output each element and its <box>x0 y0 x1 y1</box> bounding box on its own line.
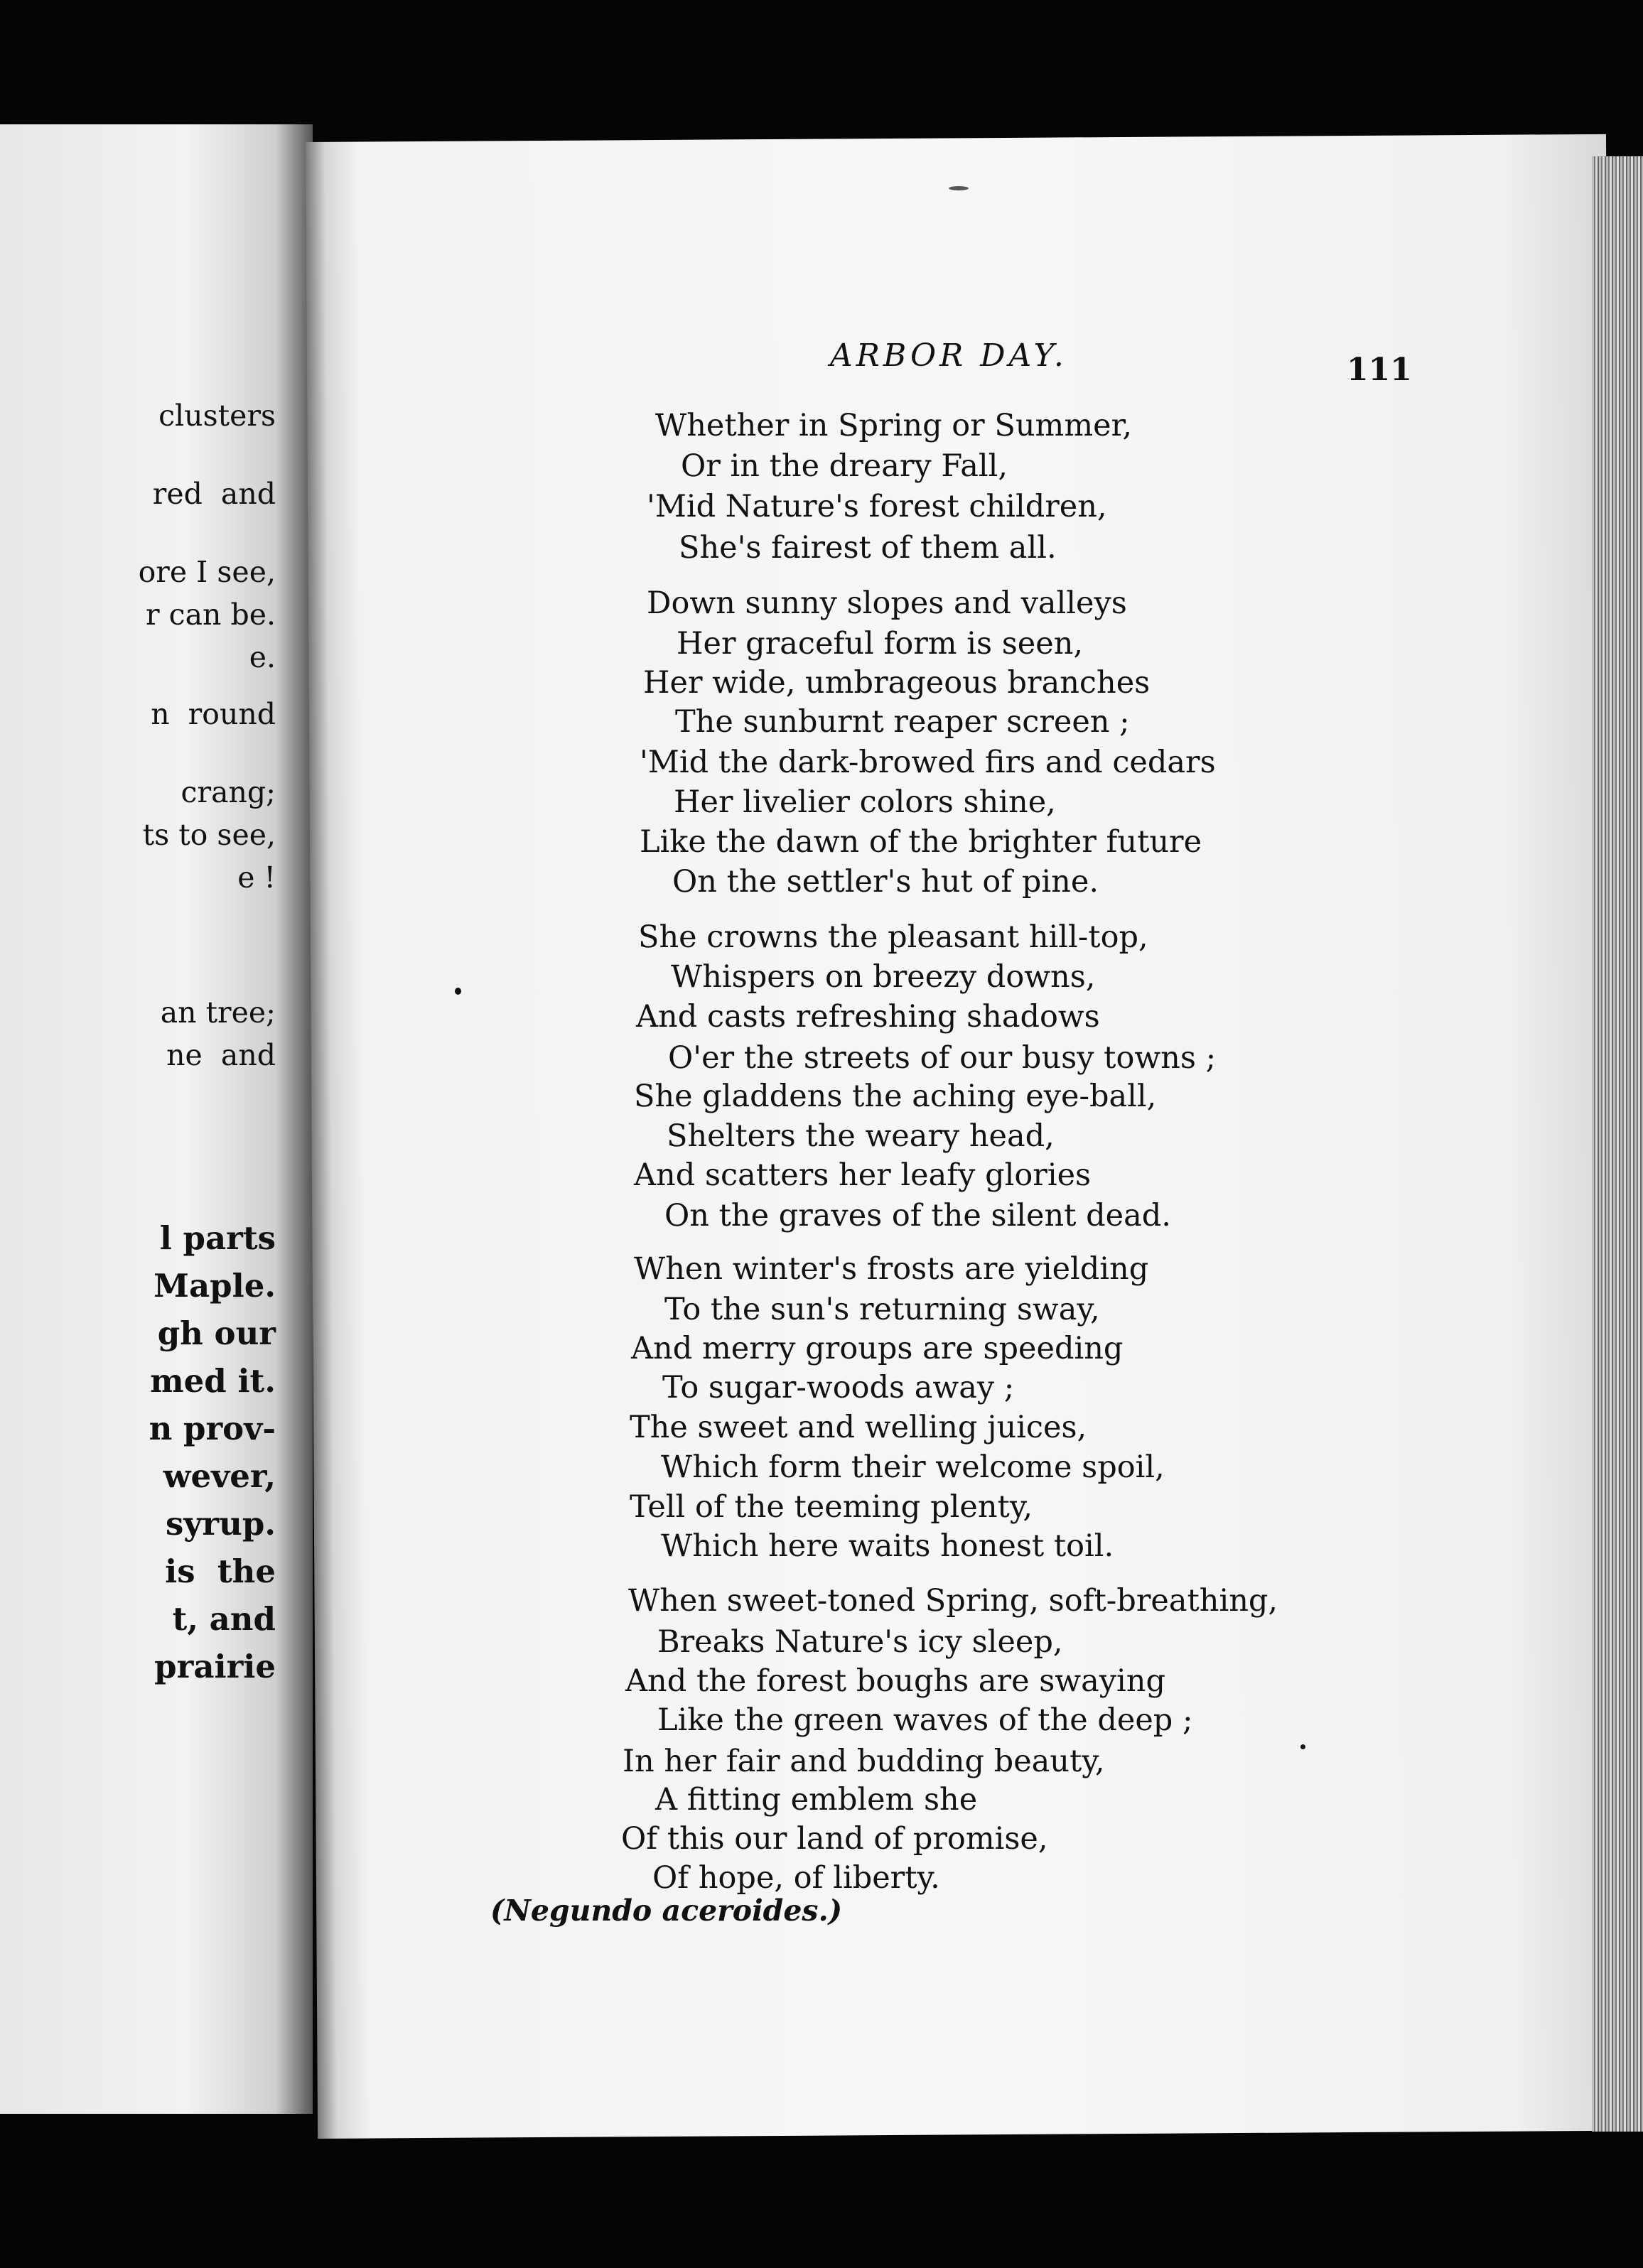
poem-line: Of this our land of promise, <box>621 1821 1048 1857</box>
running-header: ARBOR DAY. <box>830 338 1067 374</box>
left-page-line: gh our <box>157 1314 276 1352</box>
poem-line: O'er the streets of our busy towns ; <box>668 1040 1217 1076</box>
left-page-line: e. <box>249 640 276 674</box>
poem-line: To the sun's returning sway, <box>664 1292 1100 1327</box>
poem-line: Which form their welcome spoil, <box>661 1449 1165 1485</box>
poem-line: When winter's frosts are yielding <box>634 1251 1149 1287</box>
left-page-line: wever, <box>163 1457 276 1495</box>
poem-line: Like the green waves of the deep ; <box>657 1702 1193 1738</box>
poem-line: Down sunny slopes and valleys <box>647 585 1127 621</box>
poem-line: She crowns the pleasant hill-top, <box>638 919 1148 955</box>
poem-line: And merry groups are speeding <box>631 1331 1124 1366</box>
poem-line: Of hope, of liberty. <box>652 1860 940 1896</box>
poem-line: A fitting emblem she <box>655 1782 978 1818</box>
poem-line: Like the dawn of the brighter future <box>640 824 1202 860</box>
poem-line: Whether in Spring or Summer, <box>655 408 1133 443</box>
left-page-line: e ! <box>237 860 276 895</box>
poem-line: Her livelier colors shine, <box>674 784 1056 820</box>
left-page-line: clusters <box>158 399 276 433</box>
poem-line: Her wide, umbrageous branches <box>643 665 1151 701</box>
poem-line: Her graceful form is seen, <box>677 626 1084 662</box>
poem-line: Or in the dreary Fall, <box>681 448 1008 484</box>
page-edge-stack <box>1592 156 1643 2132</box>
poem-line: On the settler's hut of pine. <box>672 864 1099 900</box>
left-page-line: l parts <box>159 1219 276 1257</box>
ink-speck <box>1300 1744 1305 1749</box>
poem-line: In her fair and budding beauty, <box>623 1744 1105 1779</box>
poem-line: To sugar-woods away ; <box>662 1370 1015 1405</box>
poem-line: Whispers on breezy downs, <box>671 959 1096 995</box>
left-page-line: med it. <box>150 1362 276 1400</box>
poem-line: Tell of the teeming plenty, <box>630 1489 1033 1525</box>
poem-line: 'Mid the dark-browed firs and cedars <box>640 745 1216 780</box>
left-page-line: ne and <box>166 1038 276 1072</box>
left-page-line: ore I see, <box>138 555 276 589</box>
poem-line: And the forest boughs are swaying <box>625 1663 1165 1699</box>
poem-line: When sweet-toned Spring, soft-breathing, <box>628 1583 1278 1619</box>
left-page-line: Maple. <box>153 1267 276 1305</box>
poem-line: She's fairest of them all. <box>679 530 1057 566</box>
left-page-line: red and <box>152 477 276 511</box>
left-page-line: an tree; <box>160 995 276 1030</box>
poem-line: Breaks Nature's icy sleep, <box>657 1624 1063 1660</box>
left-page-line: syrup. <box>165 1505 276 1543</box>
left-page-line: prairie <box>154 1648 276 1685</box>
left-page-line: is the <box>165 1552 276 1590</box>
poem-line: And scatters her leafy glories <box>634 1157 1092 1193</box>
poem-line: On the graves of the silent dead. <box>664 1198 1171 1233</box>
poem-line: The sweet and welling juices, <box>630 1410 1087 1445</box>
left-page-line: crang; <box>181 775 276 809</box>
poem-line: Which here waits honest toil. <box>661 1528 1114 1564</box>
poem-line: 'Mid Nature's forest children, <box>647 489 1107 524</box>
left-page-line: ts to see, <box>142 818 276 852</box>
page-number: 111 <box>1347 352 1412 388</box>
left-page-line: n prov- <box>149 1410 276 1447</box>
left-page <box>0 124 313 2114</box>
left-page-line: r can be. <box>145 598 276 632</box>
poem-line: She gladdens the aching eye-ball, <box>634 1079 1157 1114</box>
poem-line: The sunburnt reaper screen ; <box>675 704 1130 740</box>
left-page-line: t, and <box>172 1600 276 1638</box>
ink-speck <box>455 988 461 995</box>
poem-line: And casts refreshing shadows <box>636 999 1100 1035</box>
ink-speck <box>949 186 969 190</box>
poem-line: Shelters the weary head, <box>667 1118 1055 1154</box>
left-page-line: n round <box>151 697 276 731</box>
species-caption: (Negundo aceroides.) <box>490 1894 843 1928</box>
